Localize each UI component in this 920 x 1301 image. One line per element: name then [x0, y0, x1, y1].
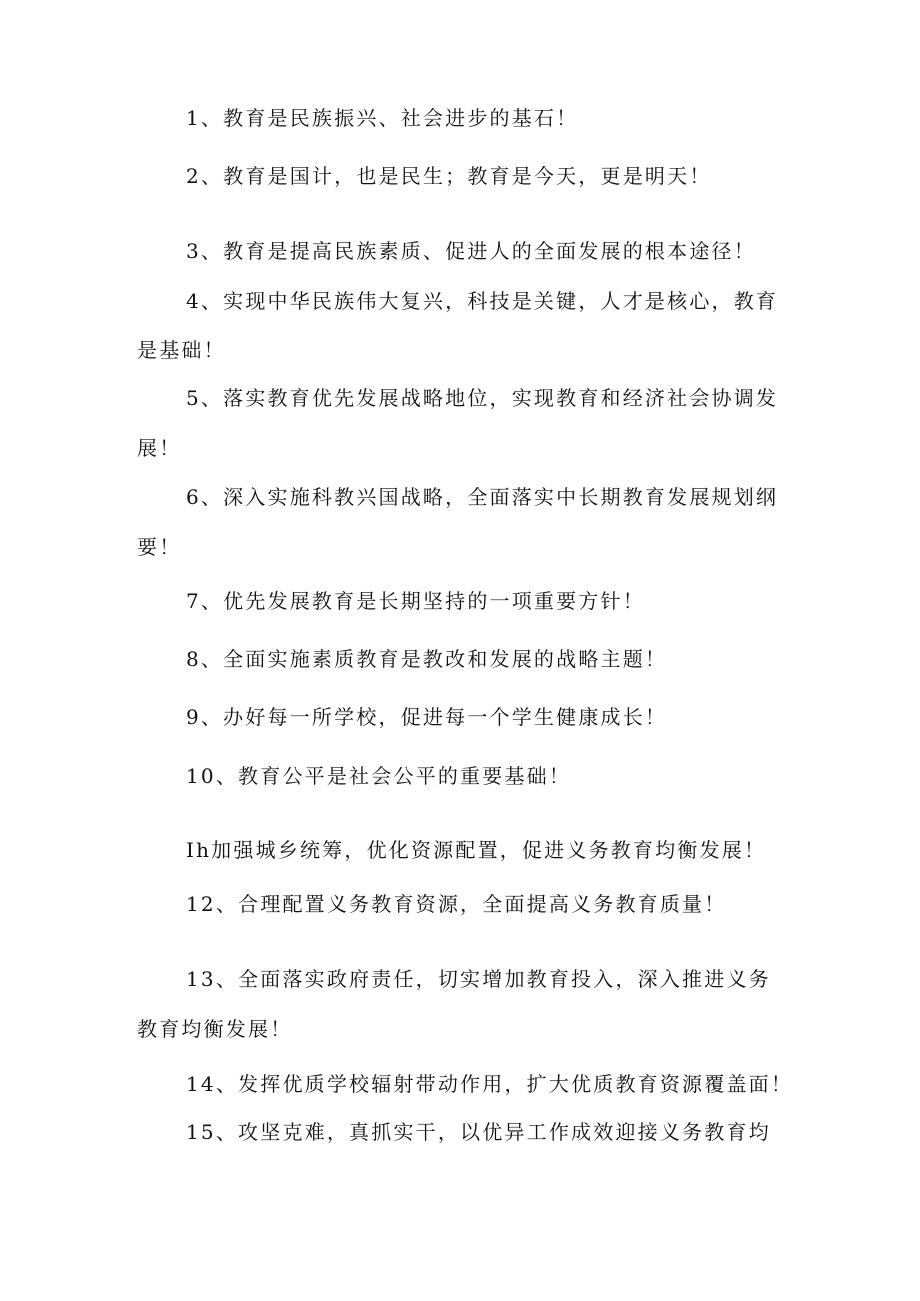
item-12: 12、合理配置义务教育资源，全面提高义务教育质量！ [186, 892, 727, 916]
item-13-line-2: 教育均衡发展！ [137, 1017, 293, 1041]
item-13-line-1: 13、全面落实政府责任，切实增加教育投入，深入推进义务 [186, 967, 771, 991]
item-6-line-1: 6、深入实施科教兴国战略，全面落实中长期教育发展规划纲 [186, 485, 779, 509]
item-7: 7、优先发展教育是长期坚持的一项重要方针！ [186, 589, 645, 613]
item-15: 15、攻坚克难，真抓实干，以优异工作成效迎接义务教育均 [186, 1120, 771, 1144]
item-5-line-1: 5、落实教育优先发展战略地位，实现教育和经济社会协调发 [186, 386, 779, 410]
item-8: 8、全面实施素质教育是教改和发展的战略主题！ [186, 647, 668, 671]
item-4-line-2: 是基础！ [137, 338, 226, 362]
item-2: 2、教育是国计，也是民生；教育是今天，更是明天！ [186, 164, 712, 188]
item-9: 9、办好每一所学校，促进每一个学生健康成长！ [186, 705, 668, 729]
item-5-line-2: 展！ [137, 436, 182, 460]
item-10: 10、教育公平是社会公平的重要基础！ [186, 764, 572, 788]
item-4-line-1: 4、实现中华民族伟大复兴，科技是关键，人才是核心，教育 [186, 289, 779, 313]
item-1: 1、教育是民族振兴、社会进步的基石！ [186, 106, 579, 130]
item-11: Ih加强城乡统筹，优化资源配置，促进义务教育均衡发展！ [186, 838, 767, 862]
item-6-line-2: 要！ [137, 535, 182, 559]
item-14: 14、发挥优质学校辐射带动作用，扩大优质教育资源覆盖面！ [186, 1072, 794, 1096]
item-3: 3、教育是提高民族素质、促进人的全面发展的根本途径！ [186, 239, 756, 263]
